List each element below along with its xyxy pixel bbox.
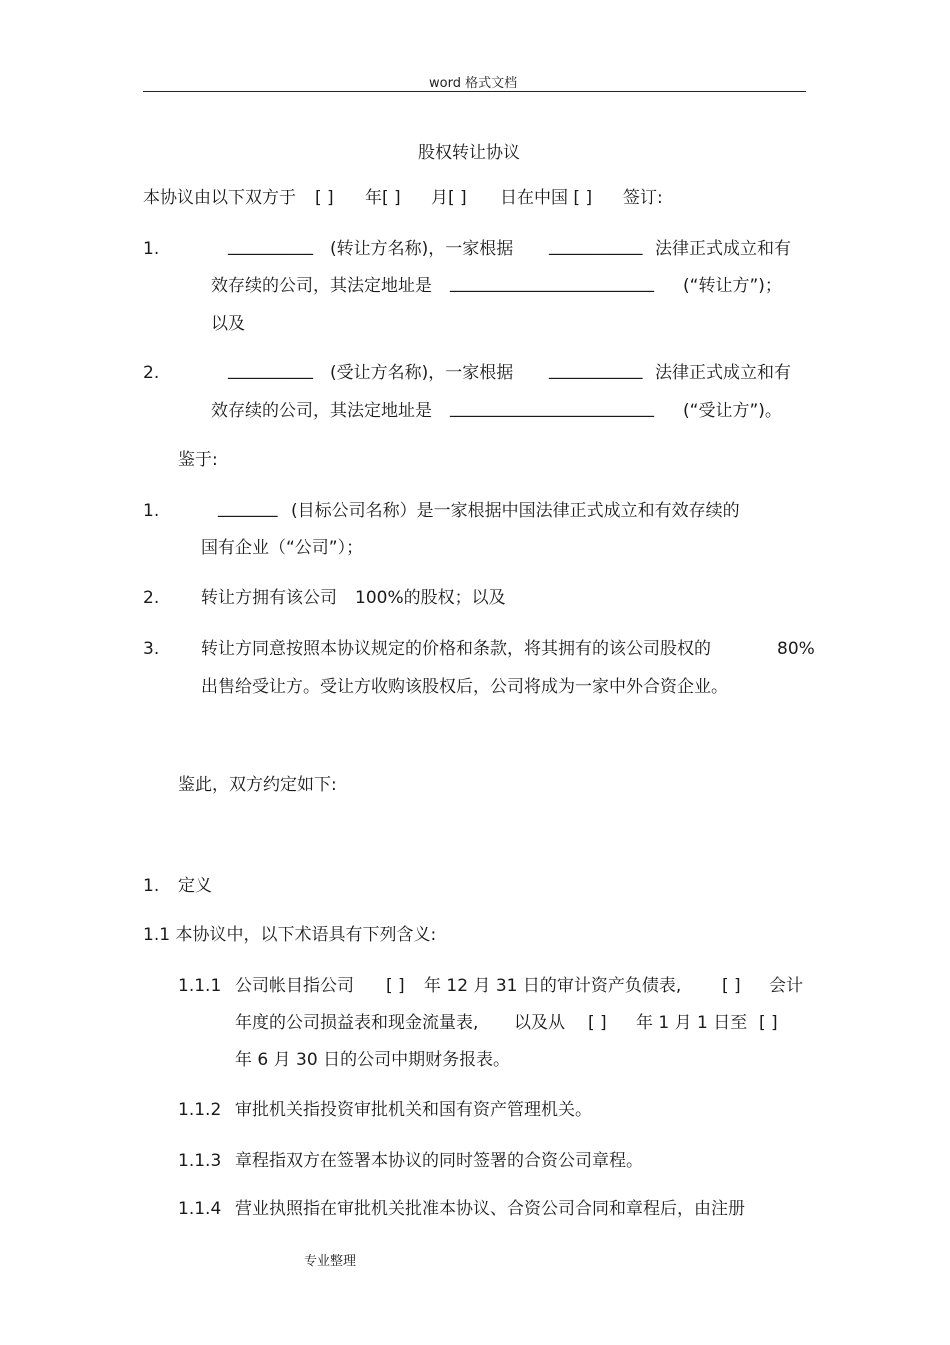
bracket-blank: [ ]	[759, 1013, 778, 1033]
clause-text: 年 6 月 30 日的公司中期财务报表。	[235, 1050, 511, 1070]
party-line2: 效存续的公司，其法定地址是	[211, 276, 432, 296]
list-number: 2.	[143, 363, 160, 383]
party-alias: (“受让方”)。	[683, 401, 782, 421]
clause-text: 以及从	[514, 1013, 565, 1033]
party-alias: (“转让方”)；	[683, 276, 782, 296]
subsection-1-1: 1.1 本协议中，以下术语具有下列含义:	[143, 925, 437, 945]
header-rule	[143, 91, 806, 92]
address-blank: ________________________	[450, 273, 654, 293]
intro-year: 年[ ]	[365, 188, 401, 208]
whereas-percent: 80%	[777, 639, 815, 659]
intro-day-place: 日在中国 [ ]	[500, 188, 593, 208]
clause-number: 1.1.4	[178, 1199, 222, 1219]
bracket-blank: [ ]	[722, 976, 741, 996]
party-line1-end: 法律正式成立和有	[655, 363, 791, 383]
whereas-line2: 国有企业（“公司”）；	[201, 538, 364, 558]
clause-text: 年 12 月 31 日的审计资产负债表,	[424, 976, 682, 996]
party-line1-end: 法律正式成立和有	[655, 239, 791, 259]
party-line3: 以及	[211, 314, 245, 334]
whereas-line1: (目标公司名称）是一家根据中国法律正式成立和有效存续的	[291, 501, 740, 521]
document-title: 股权转让协议	[418, 143, 520, 163]
whereas-percent: 100%的股权；以及	[355, 588, 506, 608]
list-number: 2.	[143, 588, 160, 608]
list-number: 1.	[143, 239, 160, 259]
party-name-role: (转让方名称)，一家根据	[330, 239, 514, 259]
intro-date-year-blank: [ ]	[315, 188, 334, 208]
clause-text: 年度的公司损益表和现金流量表,	[235, 1013, 479, 1033]
section-number: 1.	[143, 876, 160, 896]
blank-field: _______	[218, 498, 278, 518]
bracket-blank: [ ]	[588, 1013, 607, 1033]
whereas-label: 鉴于:	[178, 450, 218, 470]
section-title: 定义	[178, 876, 212, 896]
intro-month: 月[ ]	[431, 188, 467, 208]
party-name-role: (受让方名称)，一家根据	[330, 363, 514, 383]
clause-text: 营业执照指在审批机关批准本协议、合资公司合同和章程后，由注册	[235, 1199, 745, 1219]
party-line2: 效存续的公司，其法定地址是	[211, 401, 432, 421]
agreement-statement: 鉴此，双方约定如下:	[178, 775, 337, 795]
page-footer: 专业整理	[304, 1254, 357, 1269]
list-number: 1.	[143, 501, 160, 521]
blank-field: __________	[228, 236, 313, 256]
clause-number: 1.1.3	[178, 1151, 222, 1171]
bracket-blank: [ ]	[386, 976, 405, 996]
clause-text: 会计	[769, 976, 803, 996]
list-number: 3.	[143, 639, 160, 659]
clause-text: 审批机关指投资审批机关和国有资产管理机关。	[235, 1100, 592, 1120]
whereas-line2: 出售给受让方。受让方收购该股权后，公司将成为一家中外合资企业。	[201, 677, 728, 697]
clause-text: 章程指双方在签署本协议的同时签署的合资公司章程。	[235, 1151, 643, 1171]
clause-text: 年 1 月 1 日至	[636, 1013, 748, 1033]
address-blank: ________________________	[450, 398, 654, 418]
clause-number: 1.1.2	[178, 1100, 222, 1120]
blank-field: ___________	[549, 360, 643, 380]
blank-field: ___________	[549, 236, 643, 256]
intro-text: 本协议由以下双方于	[143, 188, 296, 208]
page-header: word 格式文档	[429, 76, 518, 91]
whereas-line1: 转让方同意按照本协议规定的价格和条款，将其拥有的该公司股权的	[201, 639, 711, 659]
intro-signed: 签订:	[623, 188, 663, 208]
clause-number: 1.1.1	[178, 976, 222, 996]
whereas-text: 转让方拥有该公司	[201, 588, 337, 608]
blank-field: __________	[228, 360, 313, 380]
clause-text: 公司帐目指公司	[235, 976, 354, 996]
